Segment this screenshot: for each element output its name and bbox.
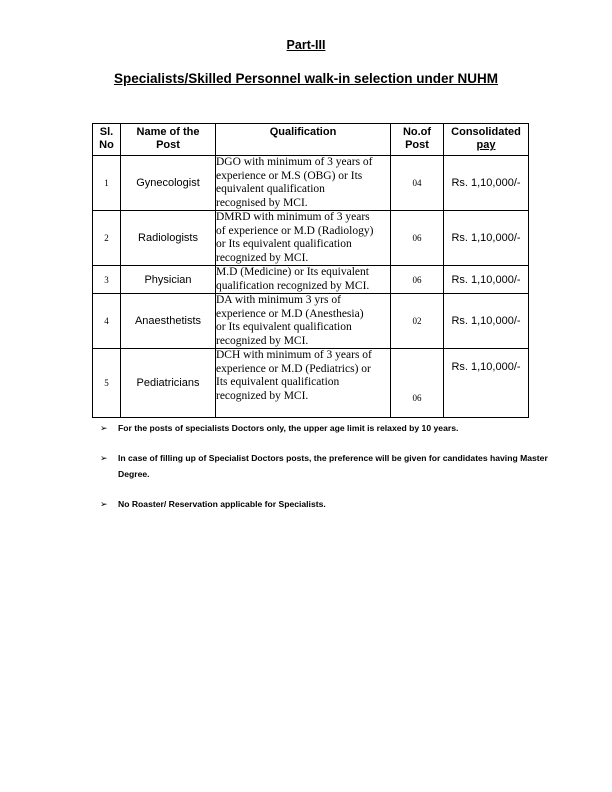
row-post-name: Pediatricians	[121, 349, 216, 418]
row-number-of-posts: 04	[391, 156, 444, 211]
row-qualification: DGO with minimum of 3 years of experience or M.S (OBG) or Its equivalent qualification recognised by MCI.	[216, 156, 391, 211]
row-number-of-posts: 06	[391, 211, 444, 266]
row-qualification: M.D (Medicine) or Its equivalent qualification recognized by MCI.	[216, 266, 391, 294]
row-pay: Rs. 1,10,000/-	[444, 156, 529, 211]
notes-list	[100, 420, 550, 526]
row-post-name: Radiologists	[121, 211, 216, 266]
row-sl-no: 5	[93, 349, 121, 418]
note-item	[100, 450, 550, 482]
row-number-of-posts: 06	[391, 266, 444, 294]
note-text: For the posts of specialists Doctors only, the upper age limit is relaxed by 10 years.	[118, 423, 459, 433]
main-title: Specialists/Skilled Personnel walk-in selection under NUHM	[113, 71, 499, 86]
row-sl-no: 3	[93, 266, 121, 294]
table-row	[93, 266, 529, 294]
row-pay: Rs. 1,10,000/-	[444, 349, 529, 418]
row-pay: Rs. 1,10,000/-	[444, 294, 529, 349]
row-number-of-posts: 06	[391, 349, 444, 418]
row-qualification: DMRD with minimum of 3 years of experience or M.D (Radiology) or Its equivalent qualification recognized by MCI.	[216, 211, 391, 266]
row-pay: Rs. 1,10,000/-	[444, 211, 529, 266]
note-text: In case of filling up of Specialist Doctors posts, the preference will be given for candidates having Master Degree.	[118, 453, 548, 479]
table-header-row	[93, 124, 529, 156]
table-row	[93, 156, 529, 211]
arrow-bullet-icon: ➢	[100, 499, 108, 509]
part-title: Part-III	[286, 38, 326, 52]
row-sl-no: 2	[93, 211, 121, 266]
header-number-of-posts: No.of Post	[391, 124, 444, 156]
note-text: No Roaster/ Reservation applicable for Specialists.	[118, 499, 326, 509]
arrow-bullet-icon: ➢	[100, 453, 108, 463]
arrow-bullet-icon: ➢	[100, 423, 108, 433]
row-pay: Rs. 1,10,000/-	[444, 266, 529, 294]
header-post-name: Name of the Post	[121, 124, 216, 156]
table-row	[93, 294, 529, 349]
row-qualification: DA with minimum 3 yrs of experience or M.D (Anesthesia) or Its equivalent qualification recognized by MCI.	[216, 294, 391, 349]
row-sl-no: 1	[93, 156, 121, 211]
note-item	[100, 420, 550, 436]
header-qualification: Qualification	[216, 124, 391, 156]
row-post-name: Anaesthetists	[121, 294, 216, 349]
row-sl-no: 4	[93, 294, 121, 349]
row-qualification: DCH with minimum of 3 years of experience or M.D (Pediatrics) or Its equivalent qualification recognized by MCI.	[216, 349, 391, 418]
note-item	[100, 496, 550, 512]
header-sl-no: Sl. No	[93, 124, 121, 156]
posts-table	[92, 123, 529, 418]
table-row	[93, 211, 529, 266]
row-number-of-posts: 02	[391, 294, 444, 349]
row-post-name: Gynecologist	[121, 156, 216, 211]
row-post-name: Physician	[121, 266, 216, 294]
table-row	[93, 349, 529, 418]
header-consolidated-pay: Consolidated pay	[444, 124, 529, 156]
